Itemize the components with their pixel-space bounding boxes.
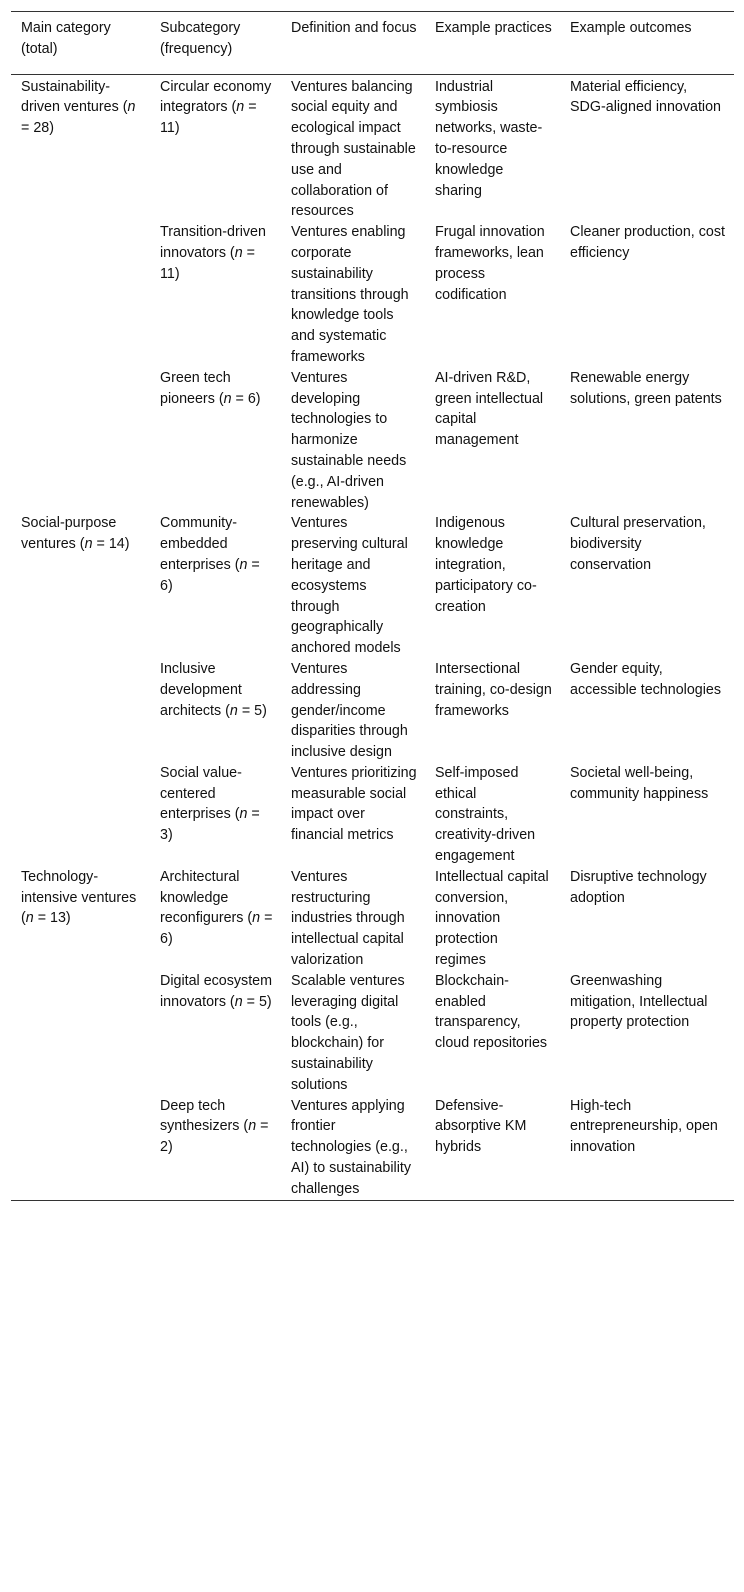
header-row <box>11 12 734 75</box>
definition-cell: Ventures applying frontier technologies (e.g., AI) to sustainability challenges <box>291 1097 411 1197</box>
subcategory-cell: Inclusive development architects (n = 5) <box>160 660 267 719</box>
practices-cell: Self-imposed ethical constraints, creativity-driven engagement <box>435 764 536 865</box>
table-header <box>11 12 734 75</box>
practices-cell: Defensive-absorptive KM hybrids <box>435 1097 527 1156</box>
table-row <box>11 74 734 222</box>
header-subcategory: Subcategory (frequency) <box>160 20 241 57</box>
practices-cell: Frugal innovation frameworks, lean process codification <box>435 224 545 303</box>
venture-typology-table-wrapper <box>11 11 734 1557</box>
practices-cell: Industrial symbiosis networks, waste-to-resource knowledge sharing <box>435 78 543 199</box>
subcategory-cell: Digital ecosystem innovators (n = 5) <box>160 972 273 1010</box>
subcategory-cell: Circular economy integrators (n = 11) <box>160 78 272 137</box>
table-row <box>11 513 734 659</box>
practices-cell: Intersectional training, co-design frameworks <box>435 660 552 719</box>
definition-cell: Ventures developing technologies to harmonize sustainable needs (e.g., AI-driven renewables) <box>291 369 407 511</box>
subcategory-cell: Community-embedded enterprises (n = 6) <box>160 515 260 594</box>
outcomes-cell: Disruptive technology adoption <box>570 868 707 906</box>
definition-cell: Ventures balancing social equity and ecological impact through sustainable use and collaboration of resources <box>291 78 416 220</box>
subcategory-cell: Deep tech synthesizers (n = 2) <box>160 1097 269 1156</box>
outcomes-cell: Material efficiency, SDG-aligned innovation <box>570 78 722 116</box>
header-outcomes: Example outcomes <box>570 20 692 36</box>
main-category-cell: Social-purpose ventures (n = 14) <box>21 515 130 553</box>
outcomes-cell: Gender equity, accessible technologies <box>570 660 722 698</box>
definition-cell: Ventures enabling corporate sustainability transitions through knowledge tools and systematic frameworks <box>291 224 409 365</box>
definition-cell: Ventures prioritizing measurable social impact over financial metrics <box>291 764 417 844</box>
subcategory-cell: Social value-centered enterprises (n = 3) <box>160 764 260 844</box>
outcomes-cell: Cleaner production, cost efficiency <box>570 224 725 261</box>
definition-cell: Ventures addressing gender/income disparities through inclusive design <box>291 660 408 761</box>
subcategory-cell: Transition-driven innovators (n = 11) <box>160 224 266 282</box>
outcomes-cell: Cultural preservation, biodiversity conservation <box>570 515 706 573</box>
subcategory-cell: Architectural knowledge reconfigurers (n = 6) <box>160 868 273 948</box>
outcomes-cell: Societal well-being, community happiness <box>570 764 709 802</box>
subcategory-cell: Green tech pioneers (n = 6) <box>160 369 261 407</box>
main-category-cell: Sustainability-driven ventures (n = 28) <box>21 78 136 137</box>
definition-cell: Ventures preserving cultural heritage and ecosystems through geographically anchored models <box>291 515 408 657</box>
practices-cell: Blockchain-enabled transparency, cloud repositories <box>435 972 548 1052</box>
outcomes-cell: Greenwashing mitigation, Intellectual property protection <box>570 972 708 1031</box>
venture-typology-table <box>11 11 734 1201</box>
practices-cell: Indigenous knowledge integration, participatory co-creation <box>435 515 537 615</box>
definition-cell: Ventures restructuring industries through intellectual capital valorization <box>291 868 405 969</box>
table-body <box>11 74 734 1200</box>
header-definition: Definition and focus <box>291 20 417 36</box>
definition-cell: Scalable ventures leveraging digital tools (e.g., blockchain) for sustainability solutions <box>291 972 405 1093</box>
header-practices: Example practices <box>435 20 552 36</box>
practices-cell: Intellectual capital conversion, innovation protection regimes <box>435 868 549 969</box>
table-row <box>11 867 734 971</box>
outcomes-cell: High-tech entrepreneurship, open innovation <box>570 1097 718 1156</box>
main-category-cell: Technology-intensive ventures (n = 13) <box>21 868 137 927</box>
header-main-category: Main category (total) <box>21 20 111 57</box>
practices-cell: AI-driven R&D, green intellectual capital management <box>435 369 544 449</box>
outcomes-cell: Renewable energy solutions, green patents <box>570 369 722 407</box>
